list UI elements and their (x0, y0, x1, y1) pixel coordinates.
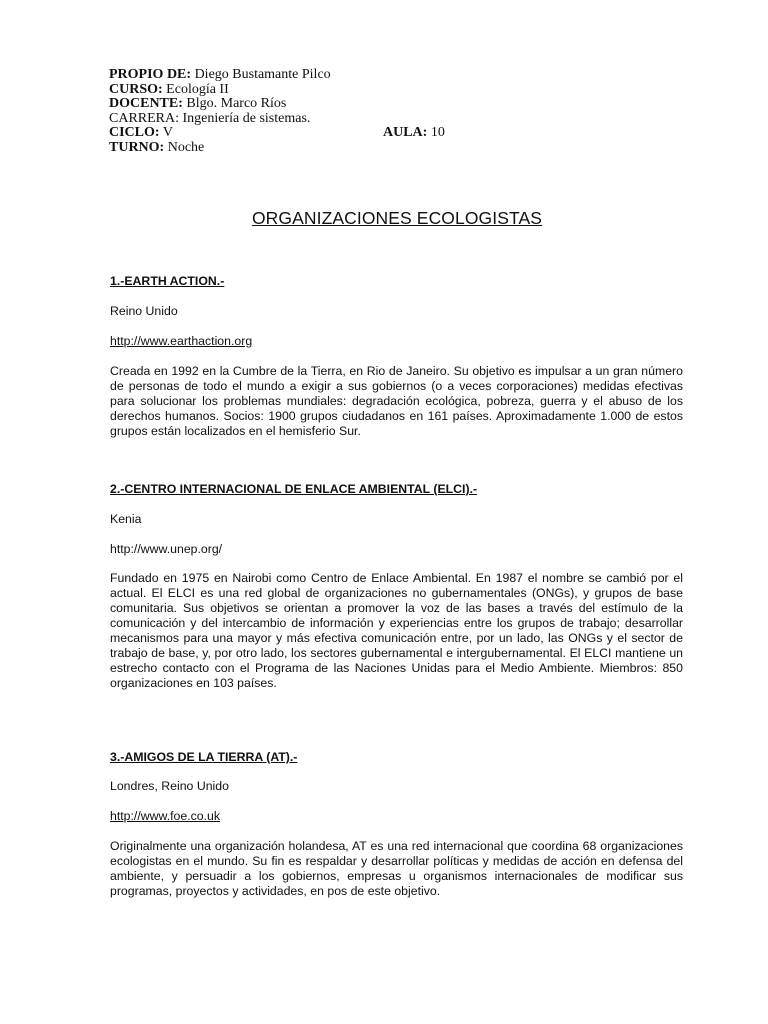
section-heading: 2.-CENTRO INTERNACIONAL DE ENLACE AMBIENTAL (ELCI).- (110, 482, 478, 496)
section-description: Fundado en 1975 en Nairobi como Centro de Enlace Ambiental. En 1987 el nombre se cambió por el actual. El ELCI es una red global de organizaciones no gubernamentales (ONGs), y grupos de base comunitaria. Sus objetivos se orientan a promover la voz de las bases a través del estímulo de la comunicación y del intercambio de información y experiencias entre los grupos de trabajo; desarrollar mecanismos para una mayor y más efectiva comunicación entre, por un lado, las ONGs y el sector de trabajo de base, y, por otro lado, los sectores gubernamental e intergubernamental. El ELCI mantiene un estrecho contacto con el Programa de las Naciones Unidas para el Medio Ambiente. Miembros: 850 organizaciones en 103 países. (110, 571, 683, 690)
shift-line (109, 141, 669, 156)
cycle-label: CICLO: (109, 125, 160, 141)
document-header (109, 68, 669, 156)
owner-line (109, 68, 669, 83)
section-description: Originalmente una organización holandesa, AT es una red internacional que coordina 68 organizaciones ecologistas en el mundo. Su fin es respaldar y desarrollar políticas y medidas de acción en defensa del ambiente, y persuadir a los gobiernos, empresas u organismos internacionales de modificar sus programas, proyectos y actividades, en pos de este objetivo. (110, 839, 683, 898)
section-location: Kenia (110, 512, 142, 526)
cycle-value: V (162, 125, 173, 141)
teacher-label: DOCENTE: (109, 96, 183, 112)
career-text: CARRERA: Ingeniería de sistemas. (109, 110, 311, 126)
section-url-link[interactable]: http://www.earthaction.org (110, 334, 253, 348)
document-title: ORGANIZACIONES ECOLOGISTAS (251, 208, 543, 228)
owner-label: PROPIO DE: (109, 67, 192, 82)
shift-label: TURNO: (109, 139, 165, 155)
section-description: Creada en 1992 en la Cumbre de la Tierra, en Rio de Janeiro. Su objetivo es impulsar a un gran número de personas de todo el mundo a exigir a sus gobiernos (o a veces corporaciones) medidas efectivas para solucionar los problemas mundiales: degradación ecológica, pobreza, guerra y el abuso de los derechos humanos. Socios: 1900 grupos ciudadanos en 161 países. Aproximadamente 1.000 de estos grupos están localizados en el hemisferio Sur. (110, 364, 683, 438)
section-url-link[interactable]: http://www.unep.org/ (110, 542, 223, 556)
course-line (109, 83, 669, 98)
shift-value: Noche (167, 139, 205, 155)
section-heading: 1.-EARTH ACTION.- (110, 274, 225, 288)
cycle-line (109, 126, 669, 141)
teacher-line (109, 97, 669, 112)
section-url-link[interactable]: http://www.foe.co.uk (110, 809, 221, 823)
room-field (383, 126, 445, 141)
room-label: AULA: (383, 125, 428, 141)
section-heading: 3.-AMIGOS DE LA TIERRA (AT).- (110, 750, 298, 764)
course-value: Ecología II (166, 81, 229, 97)
career-line (109, 112, 669, 127)
section-location: Londres, Reino Unido (110, 779, 229, 793)
room-value: 10 (430, 125, 445, 141)
course-label: CURSO: (109, 81, 163, 97)
section-location: Reino Unido (110, 304, 178, 318)
owner-value: Diego Bustamante Pilco (194, 67, 331, 82)
teacher-value: Blgo. Marco Ríos (186, 96, 287, 112)
